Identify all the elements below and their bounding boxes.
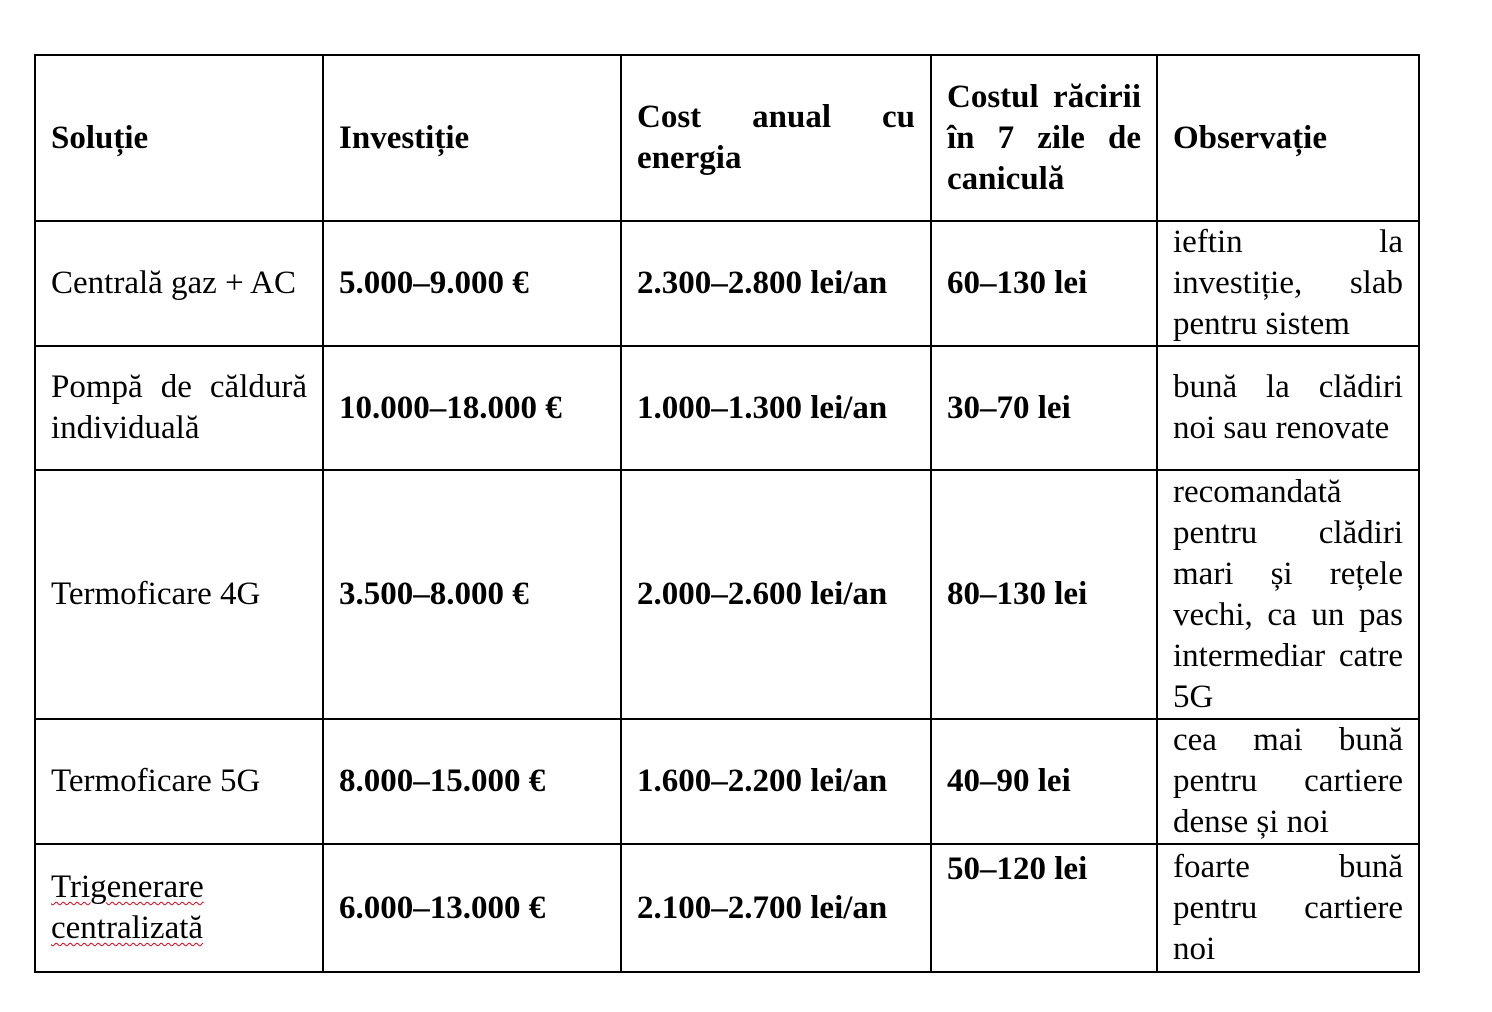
header-solutie: Soluție bbox=[35, 55, 323, 221]
table-row bbox=[35, 221, 1419, 346]
header-cost-racire: Costul răcirii în 7 zile de caniculă bbox=[931, 55, 1157, 221]
cell-investitie: 3.500–8.000 € bbox=[323, 470, 621, 719]
header-investitie: Investiție bbox=[323, 55, 621, 221]
table-row bbox=[35, 346, 1419, 470]
cell-cost-racire: 80–130 lei bbox=[931, 470, 1157, 719]
cell-cost-anual: 1.600–2.200 lei/an bbox=[621, 719, 931, 844]
cell-investitie: 10.000–18.000 € bbox=[323, 346, 621, 470]
cell-solutie: Termoficare 5G bbox=[35, 719, 323, 844]
cell-investitie: 5.000–9.000 € bbox=[323, 221, 621, 346]
cell-solutie: Centrală gaz + AC bbox=[35, 221, 323, 346]
cell-investitie: 6.000–13.000 € bbox=[323, 844, 621, 972]
cell-cost-anual: 1.000–1.300 lei/an bbox=[621, 346, 931, 470]
cell-observatie: foarte bună pentru cartiere noi bbox=[1157, 844, 1419, 972]
cell-cost-racire: 30–70 lei bbox=[931, 346, 1157, 470]
table-row bbox=[35, 844, 1419, 972]
cell-solutie-text: Trigenerare centralizată bbox=[51, 869, 204, 946]
cell-cost-anual: 2.100–2.700 lei/an bbox=[621, 844, 931, 972]
cell-observatie: bună la clădiri noi sau renovate bbox=[1157, 346, 1419, 470]
cell-cost-racire: 50–120 lei bbox=[931, 844, 1157, 972]
cell-observatie: recomandată pentru clădiri mari și rețele vechi, ca un pas intermediar catre 5G bbox=[1157, 470, 1419, 719]
cell-cost-racire: 40–90 lei bbox=[931, 719, 1157, 844]
table-header-row bbox=[35, 55, 1419, 221]
cell-solutie: Pompă de căldură individuală bbox=[35, 346, 323, 470]
cell-observatie: ieftin la investiție, slab pentru sistem bbox=[1157, 221, 1419, 346]
cell-cost-racire: 60–130 lei bbox=[931, 221, 1157, 346]
comparison-table bbox=[34, 54, 1420, 973]
table-row bbox=[35, 470, 1419, 719]
cell-cost-anual: 2.000–2.600 lei/an bbox=[621, 470, 931, 719]
cell-investitie: 8.000–15.000 € bbox=[323, 719, 621, 844]
header-observatie: Observație bbox=[1157, 55, 1419, 221]
table-row bbox=[35, 719, 1419, 844]
cell-cost-anual: 2.300–2.800 lei/an bbox=[621, 221, 931, 346]
cell-solutie bbox=[35, 844, 323, 972]
cell-observatie: cea mai bună pentru cartiere dense și noi bbox=[1157, 719, 1419, 844]
header-cost-anual: Cost anual cu energia bbox=[621, 55, 931, 221]
cell-solutie: Termoficare 4G bbox=[35, 470, 323, 719]
